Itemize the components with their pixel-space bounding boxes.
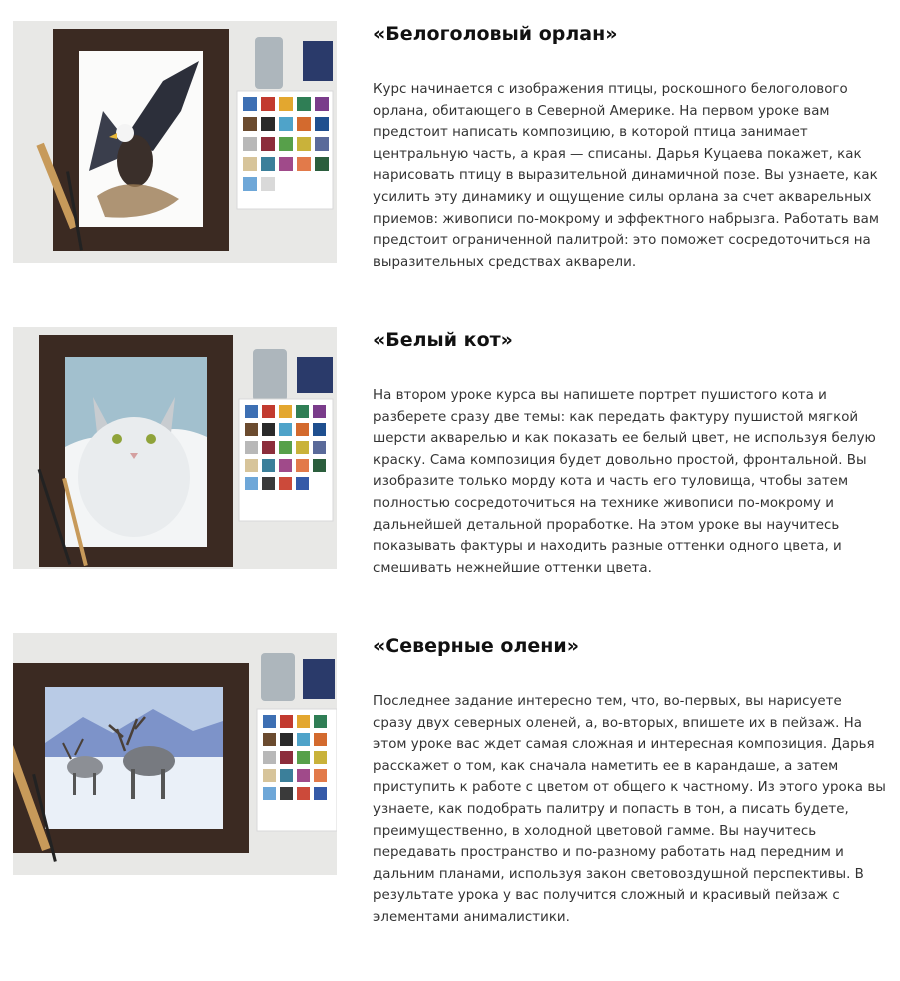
text-line: показывать фактуры и находить разные оттенки одного цвета, и [373, 539, 842, 555]
lesson-description [373, 79, 880, 273]
lesson-title: «Белоголовый орлан» [373, 23, 618, 45]
text-line: краску. Сама композиция будет довольно простой, фронтальной. Вы [373, 452, 867, 468]
text-line: Последнее задание интересно тем, что, во-первых, вы нарисуете [373, 694, 842, 709]
text-line: элементами анималистики. [373, 909, 570, 925]
text-line: выразительных средствах акварели. [373, 254, 637, 270]
text-line: изобразите только морду кота и часть его туловища, чтобы затем [373, 474, 849, 490]
text-line: передавать пространство и по-разному работать над передним и [373, 845, 844, 861]
text-line: приемов: живописи по-мокрому и эффектного набрызга. Работать вам [373, 211, 880, 227]
lesson-title: «Северные олени» [373, 635, 579, 657]
reindeer-painting-photo [13, 633, 337, 875]
text-line: шерсти акварелью и как показать ее белый цвет, не используя белую [373, 431, 876, 447]
text-line: предстоит ограниченной палитрой: это поможет сосредоточиться на [373, 233, 871, 249]
text-line: орлана, обитающего в Северной Америке. На первом уроке вам [373, 103, 830, 119]
text-line: сразу двух северных оленей, а, во-вторых, впишете их в пейзаж. На [373, 715, 862, 731]
text-line: расскажет о том, как сначала наметить ее в карандаше, а затем [373, 758, 839, 774]
lesson-description [373, 385, 876, 579]
text-line: предстоит написать композицию, в которой птица занимает [373, 125, 808, 141]
text-line: разберете сразу две темы: как передать фактуру пушистой мягкой [373, 409, 859, 425]
text-line: результате урока у вас получится сложный и красивый пейзаж с [373, 888, 840, 904]
text-line: дальнейшей детальной проработке. На этом уроке вы научитесь [373, 517, 840, 533]
text-line: приступить к работе с цветом от общего к частному. Из этого урока вы [373, 780, 886, 796]
eagle-painting-photo [13, 21, 337, 263]
cat-painting-photo [13, 327, 337, 569]
text-line: нарисовать птицу в выразительной динамичной позе. Вы узнаете, как [373, 168, 878, 184]
text-line: центральную часть, а края — списаны. Дарья Куцаева покажет, как [373, 146, 862, 162]
text-line: этом уроке вас ждет самая сложная и интересная композиция. Дарья [373, 737, 875, 753]
text-line: Курс начинается с изображения птицы, роскошного белоголового [373, 82, 848, 97]
text-line: На втором уроке курса вы напишете портрет пушистого кота и [373, 388, 827, 403]
lesson-description [373, 691, 886, 929]
text-line: преимущественно, в холодной цветовой гамме. Вы научитесь [373, 823, 817, 839]
text-line: полностью сосредоточиться на технике живописи по-мокрому и [373, 495, 834, 511]
lesson-title: «Белый кот» [373, 329, 513, 351]
text-line: дальним планами, используя закон световоздушной перспективы. В [373, 866, 864, 882]
text-line: усилить эту динамику и ощущение силы орлана за счет акварельных [373, 189, 872, 205]
text-line: смешивать нежнейшие оттенки цвета. [373, 560, 652, 576]
text-line: узнаете, как подобрать палитру и попасть в тон, а писать будете, [373, 801, 849, 817]
